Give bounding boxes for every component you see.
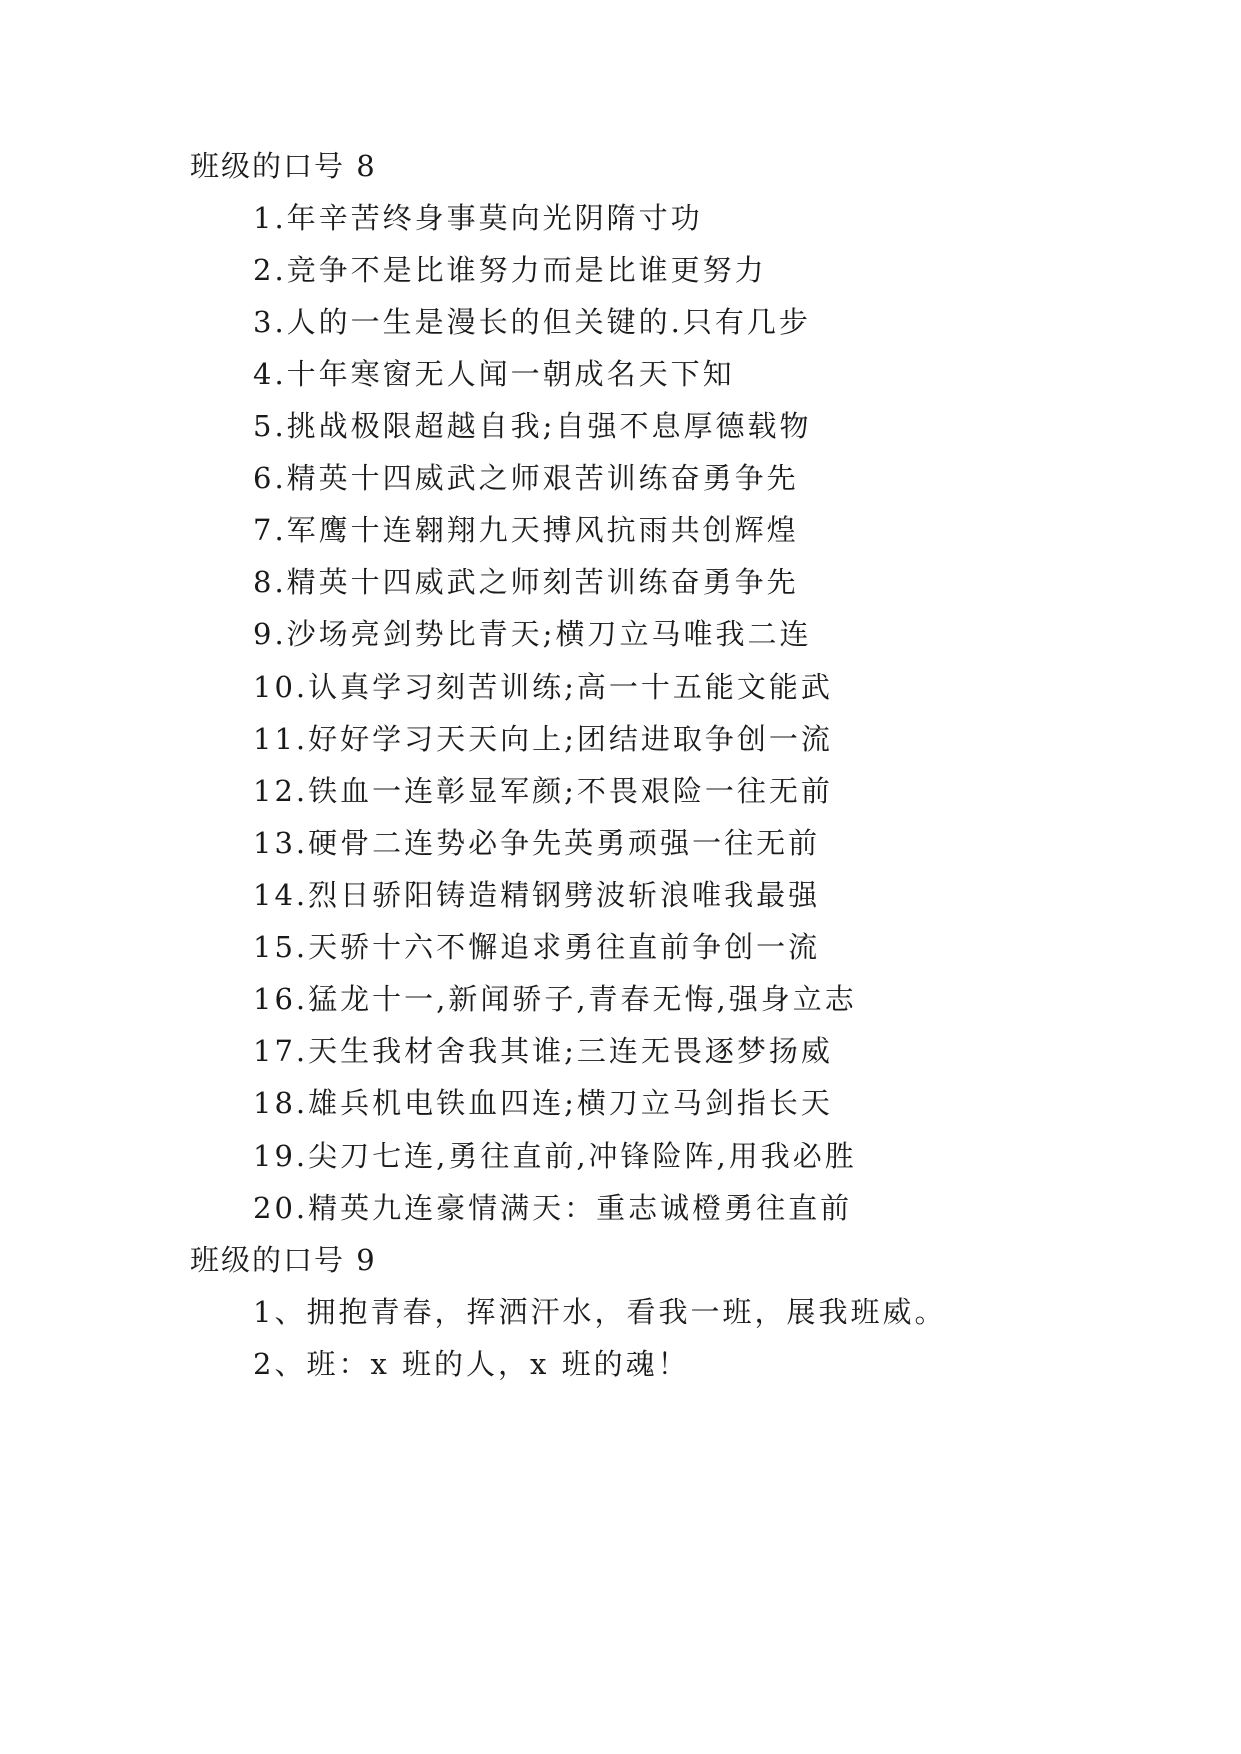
slogan-item-8-12: 12.铁血一连彰显军颜;不畏艰险一往无前 — [253, 774, 833, 808]
slogan-item-8-13: 13.硬骨二连势必争先英勇顽强一往无前 — [253, 826, 821, 860]
section-8-title: 班级的口号 8 — [190, 149, 377, 183]
slogan-item-8-2: 2.竞争不是比谁努力而是比谁更努力 — [253, 253, 767, 287]
slogan-item-8-14: 14.烈日骄阳铸造精钢劈波斩浪唯我最强 — [253, 878, 821, 912]
slogan-item-8-16: 16.猛龙十一,新闻骄子,青春无悔,强身立志 — [253, 982, 857, 1016]
slogan-item-8-11: 11.好好学习天天向上;团结进取争创一流 — [253, 722, 833, 756]
slogan-item-8-20: 20.精英九连豪情满天：重志诚橙勇往直前 — [253, 1191, 853, 1225]
section-9-title: 班级的口号 9 — [190, 1243, 377, 1277]
slogan-item-9-1: 1、拥抱青春，挥洒汗水，看我一班，展我班威。 — [253, 1295, 947, 1329]
slogan-item-8-18: 18.雄兵机电铁血四连;横刀立马剑指长天 — [253, 1086, 833, 1120]
slogan-item-8-3: 3.人的一生是漫长的但关键的.只有几步 — [253, 305, 811, 339]
slogan-item-8-1: 1.年辛苦终身事莫向光阴隋寸功 — [253, 201, 703, 235]
slogan-item-8-17: 17.天生我材舍我其谁;三连无畏逐梦扬威 — [253, 1034, 833, 1068]
slogan-item-8-19: 19.尖刀七连,勇往直前,冲锋险阵,用我必胜 — [253, 1139, 857, 1173]
slogan-item-8-6: 6.精英十四威武之师艰苦训练奋勇争先 — [253, 461, 799, 495]
slogan-item-8-8: 8.精英十四威武之师刻苦训练奋勇争先 — [253, 565, 799, 599]
slogan-item-8-7: 7.军鹰十连翱翔九天搏风抗雨共创辉煌 — [253, 513, 799, 547]
slogan-item-8-4: 4.十年寒窗无人闻一朝成名天下知 — [253, 357, 735, 391]
slogan-item-8-10: 10.认真学习刻苦训练;高一十五能文能武 — [253, 670, 833, 704]
slogan-item-9-2: 2、班：x 班的人，x 班的魂！ — [253, 1347, 690, 1381]
slogan-item-8-15: 15.天骄十六不懈追求勇往直前争创一流 — [253, 930, 821, 964]
slogan-item-8-9: 9.沙场亮剑势比青天;横刀立马唯我二连 — [253, 617, 812, 651]
slogan-item-8-5: 5.挑战极限超越自我;自强不息厚德载物 — [253, 409, 812, 443]
